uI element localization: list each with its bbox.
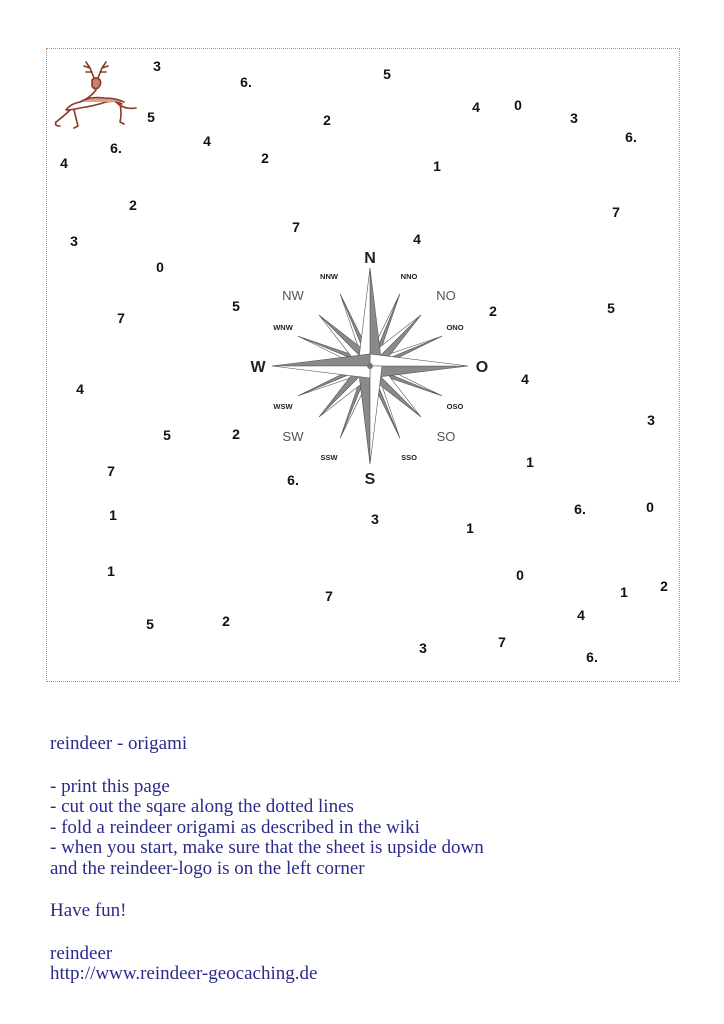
website-link[interactable]: http://www.reindeer-geocaching.de bbox=[50, 963, 318, 984]
instructions bbox=[50, 734, 710, 985]
scattered-number: 3 bbox=[419, 640, 427, 656]
scattered-number: 2 bbox=[660, 578, 668, 594]
scattered-number: 1 bbox=[433, 158, 441, 174]
scattered-number: 2 bbox=[222, 613, 230, 629]
scattered-number: 4 bbox=[472, 99, 480, 115]
instruction-step: - when you start, make sure that the sheet is upside down bbox=[50, 837, 484, 858]
compass-label-ssw: SSW bbox=[320, 453, 338, 462]
compass-major-point bbox=[370, 354, 468, 378]
compass-label-w: W bbox=[250, 359, 266, 376]
scattered-number: 2 bbox=[489, 303, 497, 319]
compass-label-nw: NW bbox=[282, 288, 304, 303]
scattered-number: 3 bbox=[570, 110, 578, 126]
scattered-number: 5 bbox=[147, 109, 155, 125]
compass-label-n: N bbox=[364, 250, 376, 267]
compass-major-point bbox=[358, 366, 382, 464]
scattered-number: 5 bbox=[232, 298, 240, 314]
scattered-number: 0 bbox=[156, 259, 164, 275]
scattered-number: 1 bbox=[466, 520, 474, 536]
compass-label-ono: ONO bbox=[446, 323, 464, 332]
scattered-number: 4 bbox=[577, 607, 585, 623]
compass-label-no: NO bbox=[436, 288, 456, 303]
scattered-number: 6. bbox=[574, 501, 586, 517]
scattered-number: 0 bbox=[516, 567, 524, 583]
scattered-number: 4 bbox=[413, 231, 421, 247]
scattered-number: 5 bbox=[146, 616, 154, 632]
compass-label-nnw: NNW bbox=[320, 272, 338, 281]
instructions-title: reindeer - origami bbox=[50, 733, 188, 754]
scattered-number: 1 bbox=[526, 454, 534, 470]
scattered-number: 5 bbox=[383, 66, 391, 82]
scattered-number: 6. bbox=[586, 649, 598, 665]
scattered-number: 1 bbox=[107, 563, 115, 579]
scattered-number: 3 bbox=[647, 412, 655, 428]
scattered-number: 1 bbox=[620, 584, 628, 600]
scattered-number: 3 bbox=[371, 511, 379, 527]
scattered-number: 6. bbox=[240, 74, 252, 90]
scattered-number: 7 bbox=[498, 634, 506, 650]
compass-rose bbox=[240, 236, 500, 496]
scattered-number: 4 bbox=[521, 371, 529, 387]
scattered-number: 2 bbox=[323, 112, 331, 128]
scattered-number: 7 bbox=[612, 204, 620, 220]
instruction-step: - cut out the sqare along the dotted lines bbox=[50, 796, 354, 817]
scattered-number: 4 bbox=[60, 155, 68, 171]
scattered-number: 2 bbox=[232, 426, 240, 442]
scattered-number: 4 bbox=[203, 133, 211, 149]
scattered-number: 7 bbox=[292, 219, 300, 235]
scattered-number: 7 bbox=[107, 463, 115, 479]
scattered-number: 6. bbox=[287, 472, 299, 488]
instruction-step: and the reindeer-logo is on the left corner bbox=[50, 857, 365, 879]
scattered-number: 7 bbox=[117, 310, 125, 326]
scattered-number: 0 bbox=[514, 97, 522, 113]
reindeer-logo bbox=[50, 58, 146, 134]
scattered-number: 6. bbox=[110, 140, 122, 156]
scattered-number: 3 bbox=[70, 233, 78, 249]
scattered-number: 3 bbox=[153, 58, 161, 74]
compass-label-s: S bbox=[364, 471, 376, 488]
compass-label-o: O bbox=[475, 359, 489, 376]
scattered-number: 5 bbox=[163, 427, 171, 443]
instruction-step: - fold a reindeer origami as described in the wiki bbox=[50, 816, 420, 838]
scattered-number: 2 bbox=[261, 150, 269, 166]
compass-major-point bbox=[272, 354, 370, 378]
compass-label-sso: SSO bbox=[401, 453, 417, 462]
compass-major-point bbox=[358, 268, 382, 366]
compass-label-so: SO bbox=[436, 429, 456, 444]
compass-label-nno: NNO bbox=[400, 272, 418, 281]
scattered-number: 6. bbox=[625, 129, 637, 145]
scattered-number: 2 bbox=[129, 197, 137, 213]
compass-label-wsw: WSW bbox=[273, 402, 293, 411]
instruction-step: - print this page bbox=[50, 775, 170, 797]
scattered-number: 4 bbox=[76, 381, 84, 397]
closing-text: Have fun! bbox=[50, 900, 127, 921]
author-name: reindeer bbox=[50, 942, 113, 964]
compass-label-oso: OSO bbox=[446, 402, 464, 411]
scattered-number: 7 bbox=[325, 588, 333, 604]
compass-label-sw: SW bbox=[282, 429, 304, 444]
compass-label-wnw: WNW bbox=[273, 323, 293, 332]
scattered-number: 0 bbox=[646, 499, 654, 515]
scattered-number: 5 bbox=[607, 300, 615, 316]
scattered-number: 1 bbox=[109, 507, 117, 523]
